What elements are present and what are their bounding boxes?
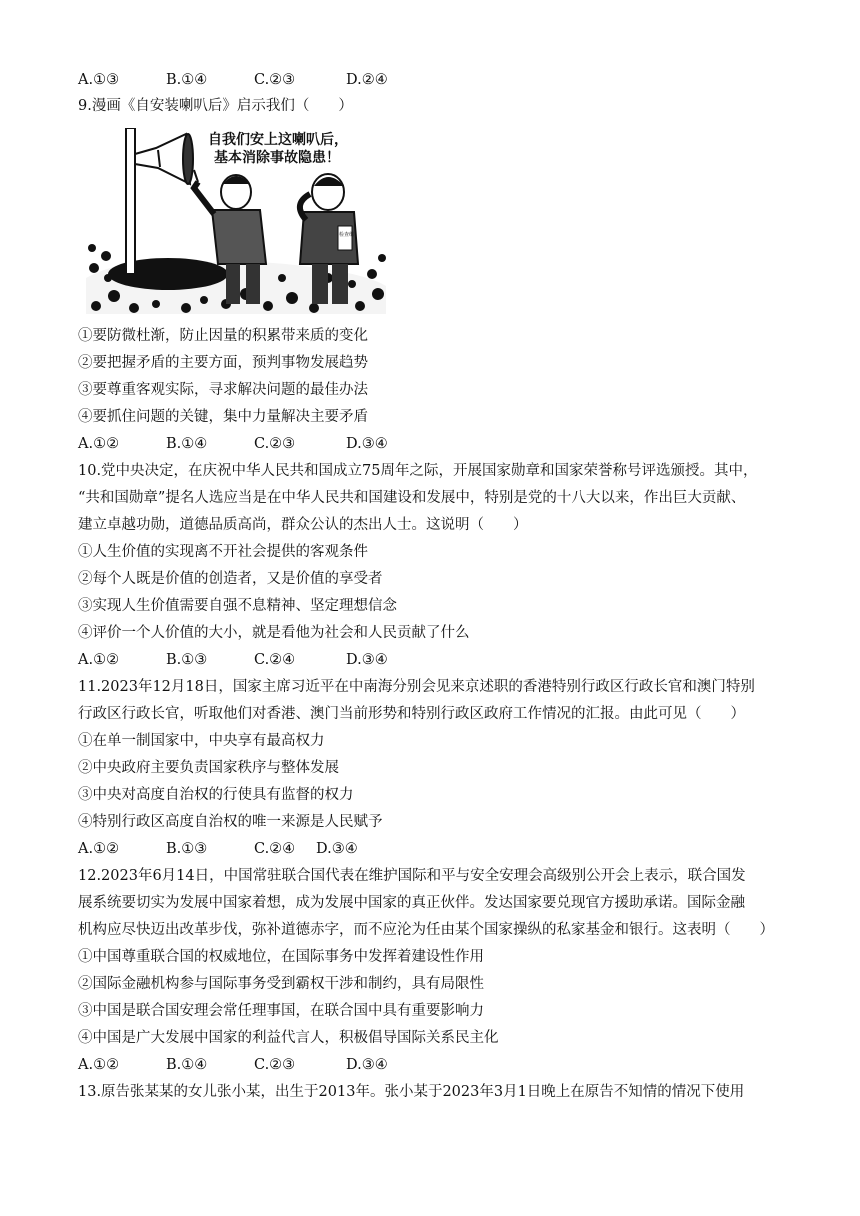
q10-stem-line3: 建立卓越功勋，道德品质高尚，群众公认的杰出人士。这说明（ ）: [78, 517, 528, 533]
q10-stem-line2: “共和国勋章”提名人选应当是在中华人民共和国建设和发展中，特别是党的十八大以来，作出巨大贡献、: [78, 490, 746, 506]
q10-option-a: A.①②: [78, 652, 120, 668]
q10-option-d: D.③④: [346, 652, 388, 668]
q11-stem-line2: 行政区行政长官，听取他们对香港、澳门当前形势和特别行政区政府工作情况的汇报。由此可见（ ）: [78, 706, 745, 722]
q10-options: [78, 650, 388, 670]
q11-item-4: ④特别行政区高度自治权的唯一来源是人民赋予: [78, 814, 383, 830]
q11-option-c: C.②④: [254, 841, 296, 857]
q12-item-4: ④中国是广大发展中国家的利益代言人，积极倡导国际关系民主化: [78, 1030, 499, 1046]
q9-option-a: A.①②: [78, 436, 120, 452]
q8-option-c: C.②③: [254, 72, 296, 88]
q12-stem-line3: 机构应尽快迈出改革步伐，弥补道德赤字，而不应沦为任由某个国家操纵的私家基金和银行。这表明（ ）: [78, 922, 774, 938]
q12-option-b: B.①④: [166, 1057, 208, 1073]
q9-item-1: ①要防微杜渐，防止因量的积累带来质的变化: [78, 328, 368, 344]
q12-item-3: ③中国是联合国安理会常任理事国，在联合国中具有重要影响力: [78, 1003, 484, 1019]
q9-option-b: B.①④: [166, 436, 208, 452]
q8-option-d: D.②④: [346, 72, 388, 88]
cartoon-caption-line1: 自我们安上这喇叭后，: [208, 132, 348, 148]
q10-option-c: C.②④: [254, 652, 296, 668]
q11-option-d: D.③④: [316, 841, 358, 857]
cartoon-badge: 检查组: [339, 232, 355, 238]
q11-option-a: A.①②: [78, 841, 120, 857]
cartoon-caption-line2: 基本消除事故隐患！: [214, 150, 340, 166]
q10-item-1: ①人生价值的实现离不开社会提供的客观条件: [78, 544, 368, 560]
q13-stem-line1: 13.原告张某某的女儿张小某，出生于2013年。张小某于2023年3月1日晚上在原告不知情的情况下使用: [78, 1084, 745, 1100]
q10-item-4: ④评价一个人价值的大小，就是看他为社会和人民贡献了什么: [78, 625, 470, 641]
q11-stem-line1: 11.2023年12月18日，国家主席习近平在中南海分别会见来京述职的香港特别行政区行政长官和澳门特别: [78, 679, 755, 695]
q10-stem-line1: 10.党中央决定，在庆祝中华人民共和国成立75周年之际，开展国家勋章和国家荣誉称号评选颁授。其中，: [78, 463, 758, 479]
q8-option-b: B.①④: [166, 72, 208, 88]
q11-item-3: ③中央对高度自治权的行使具有监督的权力: [78, 787, 354, 803]
q9-item-3: ③要尊重客观实际，寻求解决问题的最佳办法: [78, 382, 368, 398]
q12-item-1: ①中国尊重联合国的权威地位，在国际事务中发挥着建设性作用: [78, 949, 484, 965]
q11-item-1: ①在单一制国家中，中央享有最高权力: [78, 733, 325, 749]
q10-option-b: B.①③: [166, 652, 208, 668]
q12-option-d: D.③④: [346, 1057, 388, 1073]
q12-options: [78, 1055, 388, 1075]
q9-item-4: ④要抓住问题的关键，集中力量解决主要矛盾: [78, 409, 368, 425]
q8-options: [78, 70, 388, 90]
q12-option-a: A.①②: [78, 1057, 120, 1073]
cartoon-image: [86, 128, 386, 314]
q9-option-d: D.③④: [346, 436, 388, 452]
q10-item-3: ③实现人生价值需要自强不息精神、坚定理想信念: [78, 598, 397, 614]
q12-item-2: ②国际金融机构参与国际事务受到霸权干涉和制约，具有局限性: [78, 976, 484, 992]
q12-stem-line1: 12.2023年6月14日，中国常驻联合国代表在维护国际和平与安全安理会高级别公开会上表示，联合国发: [78, 868, 746, 884]
q11-item-2: ②中央政府主要负责国家秩序与整体发展: [78, 760, 339, 776]
q9-item-2: ②要把握矛盾的主要方面，预判事物发展趋势: [78, 355, 368, 371]
q8-option-a: A.①③: [78, 72, 120, 88]
q11-options: [78, 839, 358, 859]
q9-option-c: C.②③: [254, 436, 296, 452]
q11-option-b: B.①③: [166, 841, 208, 857]
q12-option-c: C.②③: [254, 1057, 296, 1073]
q9-stem: 9.漫画《自安装喇叭后》启示我们（ ）: [78, 98, 353, 114]
q9-options: [78, 434, 388, 454]
q10-item-2: ②每个人既是价值的创造者，又是价值的享受者: [78, 571, 383, 587]
q12-stem-line2: 展系统要切实为发展中国家着想，成为发展中国家的真正伙伴。发达国家要兑现官方援助承诺。国际金融: [78, 895, 745, 911]
